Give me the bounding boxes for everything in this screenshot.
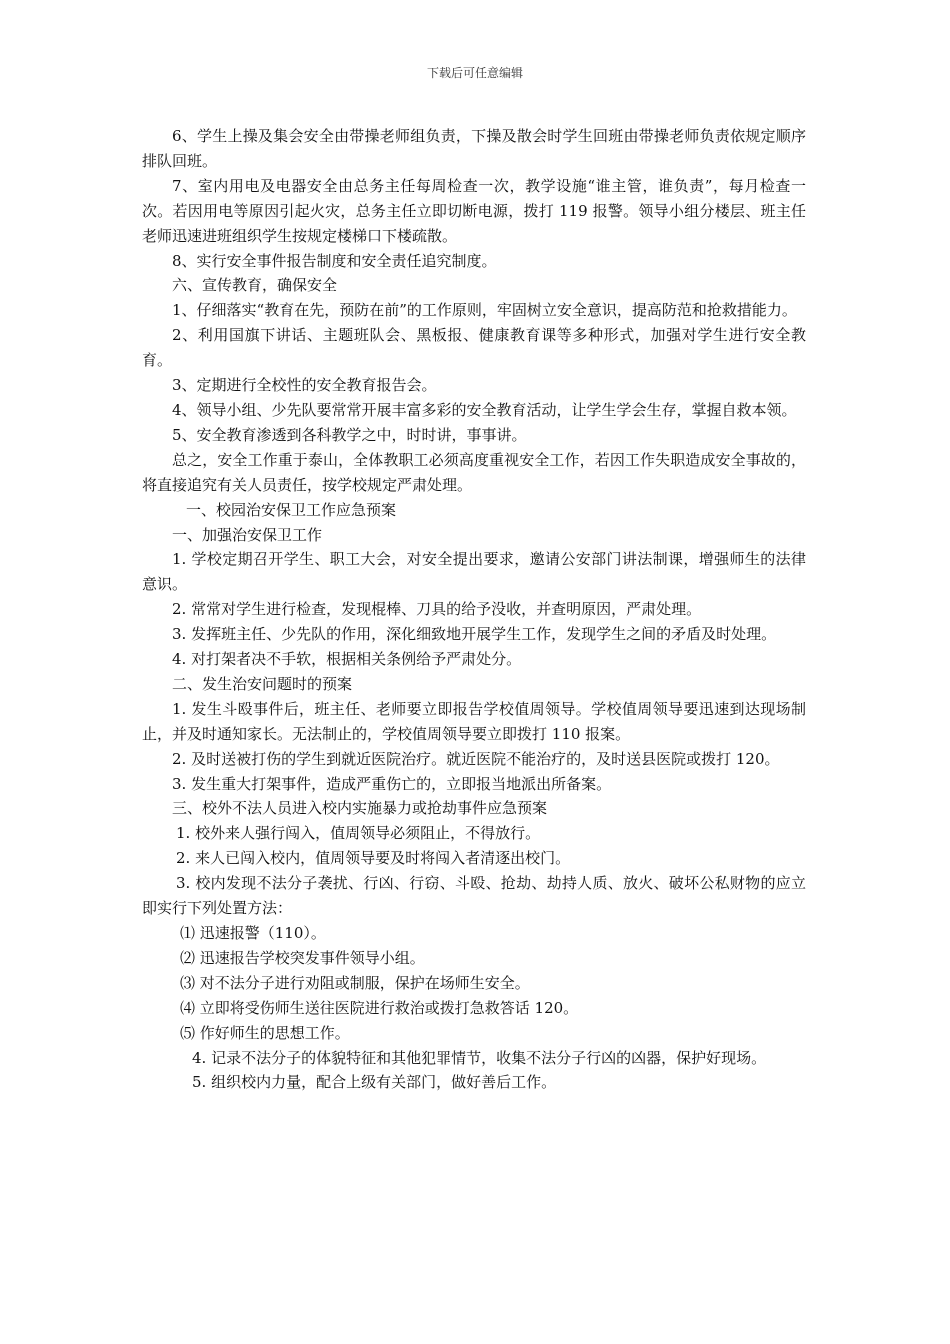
paragraph: 8、实行安全事件报告制度和安全责任追究制度。: [172, 251, 497, 270]
paragraph: 1、仔细落实“教育在先，预防在前”的工作原则，牢固树立安全意识，提高防范和抢救措能力。: [172, 301, 797, 320]
page-header: 下载后可任意编辑: [426, 66, 523, 80]
document-body: [142, 124, 806, 1095]
paragraph: ⑷ 立即将受伤师生送往医院进行救治或拨打急救答话 120。: [180, 998, 579, 1017]
paragraph: 3. 发生重大打架事件，造成严重伤亡的，立即报当地派出所备案。: [172, 774, 612, 793]
paragraph: 1. 学校定期召开学生、职工大会，对安全提出要求，邀请公安部门讲法制课，增强师生的法律意识。: [142, 550, 806, 594]
paragraph: 6、学生上操及集会安全由带操老师组负责，下操及散会时学生回班由带操老师负责依规定顺序排队回班。: [142, 127, 806, 170]
paragraph: 4、领导小组、少先队要常常开展丰富多彩的安全教育活动，让学生学会生存，掌握自救本领。: [172, 400, 797, 419]
paragraph: 3、定期进行全校性的安全教育报告会。: [172, 376, 437, 395]
paragraph: 六、宣传教育，确保安全: [172, 276, 338, 295]
paragraph: 二、发生治安问题时的预案: [172, 674, 353, 693]
paragraph: 1. 校外来人强行闯入，值周领导必须阻止，不得放行。: [176, 824, 541, 843]
paragraph: 5、安全教育渗透到各科教学之中，时时讲，事事讲。: [172, 425, 527, 444]
paragraph: 2. 及时送被打伤的学生到就近医院治疗。就近医院不能治疗的，及时送县医院或拨打 120。: [172, 749, 780, 768]
paragraph: 4. 记录不法分子的体貌特征和其他犯罪情节，收集不法分子行凶的凶器，保护好现场。: [192, 1048, 767, 1067]
paragraph: 5. 组织校内力量，配合上级有关部门，做好善后工作。: [192, 1073, 557, 1092]
paragraph: 三、校外不法人员进入校内实施暴力或抢劫事件应急预案: [172, 799, 548, 818]
paragraph: ⑸ 作好师生的思想工作。: [180, 1023, 350, 1042]
paragraph: 3. 校内发现不法分子袭扰、行凶、行窃、斗殴、抢劫、劫持人质、放火、破坏公私财物的应立即实行下列处置方法：: [142, 874, 806, 918]
paragraph: 3. 发挥班主任、少先队的作用，深化细致地开展学生工作，发现学生之间的矛盾及时处理。: [172, 625, 777, 644]
paragraph: 1. 发生斗殴事件后，班主任、老师要立即报告学校值周领导。学校值周领导要迅速到达现场制止，并及时通知家长。无法制止的，学校值周领导要立即拨打 110 报案。: [142, 699, 806, 743]
paragraph: 7、室内用电及电器安全由总务主任每周检查一次，教学设施“谁主管，谁负责”，每月检查一次。若因用电等原因引起火灾，总务主任立即切断电源，拨打 119 报警。领导小组分楼层、班主任老师迅速进班组织学生按规定楼梯口下楼疏散。: [142, 176, 806, 245]
paragraph: 一、校园治安保卫工作应急预案: [186, 500, 397, 519]
paragraph: 2. 常常对学生进行检查，发现棍棒、刀具的给予没收，并查明原因，严肃处理。: [172, 600, 702, 619]
paragraph: 总之，安全工作重于泰山，全体教职工必须高度重视安全工作，若因工作失职造成安全事故的，将直接追究有关人员责任，按学校规定严肃处理。: [142, 450, 806, 494]
paragraph: 2. 来人已闯入校内，值周领导要及时将闯入者清逐出校门。: [176, 849, 571, 868]
paragraph: ⑶ 对不法分子进行劝阻或制服，保护在场师生安全。: [180, 973, 530, 992]
paragraph: 4. 对打架者决不手软，根据相关条例给予严肃处分。: [172, 650, 522, 669]
paragraph: ⑵ 迅速报告学校突发事件领导小组。: [180, 948, 425, 967]
paragraph: ⑴ 迅速报警（110）。: [180, 924, 326, 942]
paragraph: 2、利用国旗下讲话、主题班队会、黑板报、健康教育课等多种形式，加强对学生进行安全教育。: [142, 326, 806, 370]
paragraph: 一、加强治安保卫工作: [172, 525, 323, 544]
